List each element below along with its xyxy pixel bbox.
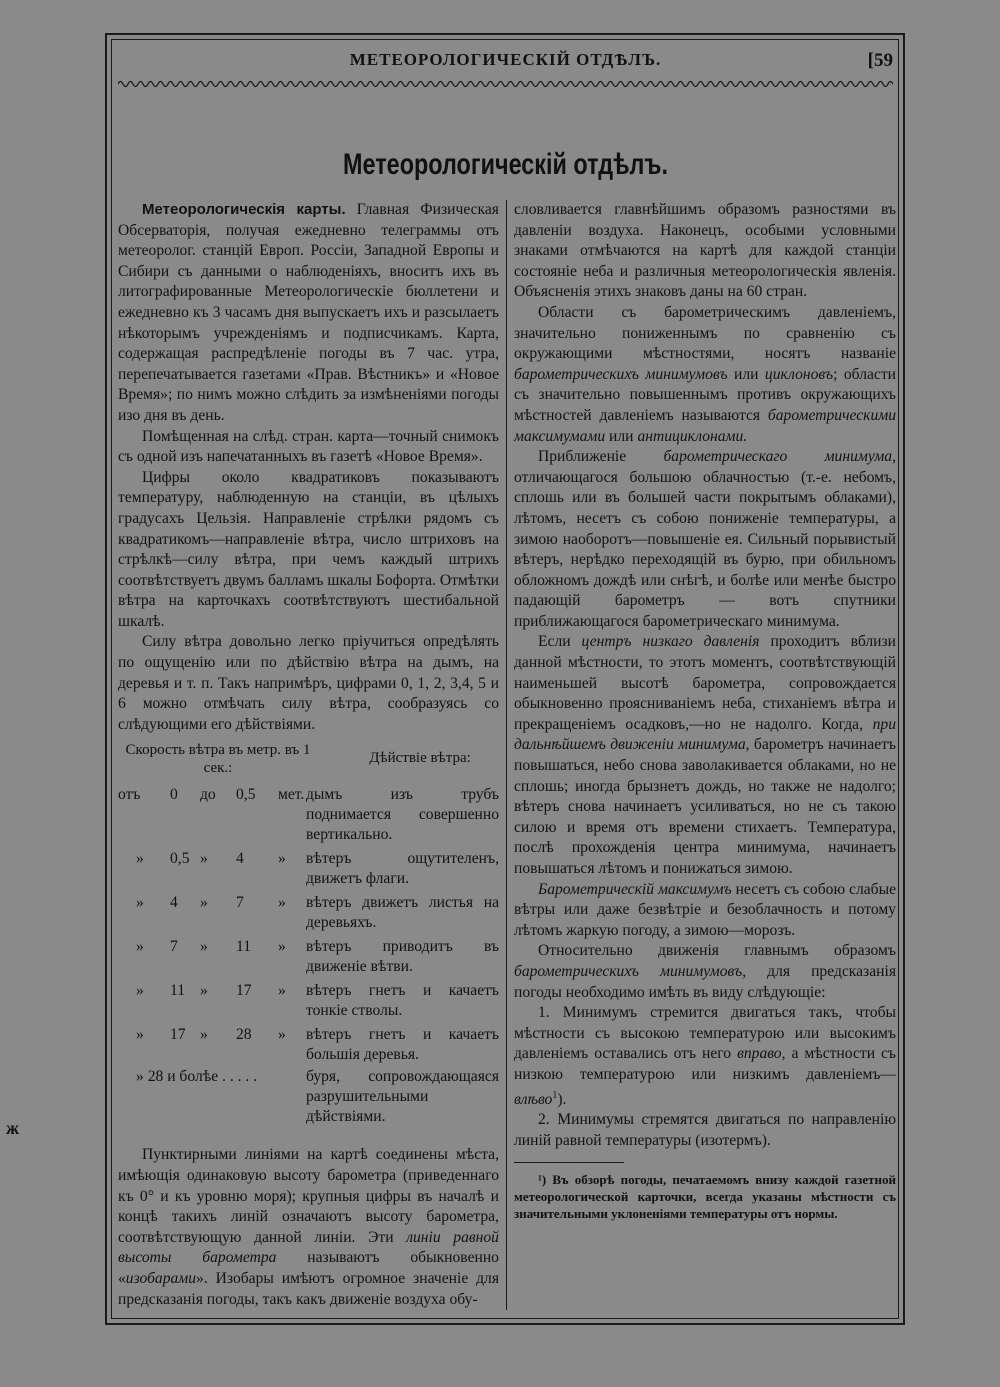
wind-cell: » — [278, 938, 286, 956]
paragraph-rule-2: 2. Минимумы стремятся двигаться по направленію линій равной температуры (изотермъ). — [514, 1111, 896, 1149]
wind-row-desc: вѣтеръ приводитъ въ движеніе вѣтви. — [306, 938, 499, 976]
paragraph-figures: Цифры около квадратиковъ показываютъ температуру, наблюденную на станціи, въ цѣлыхъ градусахъ Цельзія. Направленіе стрѣлки рядомъ съ квадратикомъ—направленіе вѣтра, число штриховъ на стрѣлкѣ—силу вѣтра, при чемъ каждый штрихъ соотвѣтствуетъ двумъ балламъ шкалы Бофорта. Отмѣтки вѣтра на карточкахъ соотвѣтствуютъ шестибальной шкалѣ. — [118, 468, 499, 630]
italic-term: барометрическаго минимума — [663, 448, 893, 466]
text-span: ; области съ значительно повышеннымъ противъ окружающихъ мѣстностей давленіемъ называются — [514, 365, 896, 424]
footnote-rule — [514, 1162, 624, 1163]
italic-term: при дальнѣйшемъ движеніи минимума — [514, 715, 896, 754]
left-column — [118, 200, 499, 1310]
text-span: несетъ съ собою слабые вѣтры или даже безвѣтріе и безоблачность и потому лѣтомъ жаркую погоду, а зимою—морозъ. — [514, 880, 896, 939]
text-span: или — [727, 365, 765, 383]
wind-row-storm — [118, 1067, 499, 1127]
wind-cell: 0,5 — [170, 850, 190, 868]
text-span: Относительно движенія главнымъ образомъ — [538, 942, 896, 960]
wind-cell: » — [278, 1026, 286, 1044]
wind-cell: 17 — [236, 982, 252, 1000]
text-span: Если — [538, 633, 582, 651]
wind-row — [118, 937, 499, 977]
wind-row-desc: вѣтеръ гнетъ и качаетъ тонкіе стволы. — [306, 982, 499, 1020]
wind-cell: » — [136, 894, 144, 912]
paragraph-text: Главная Физическая Обсерваторія, получая ежедневно телеграммы отъ метеоролог. станцій Европ. Россіи, Западной Европы и Сибири съ данными о наблюденіяхъ, вноситъ ихъ въ литографированные Метеорологическіе бюллетени и ежедневно къ 3 часамъ дня выпускаетъ ихъ и разсылаетъ нѣкоторымъ учрежденіямъ и подписчикамъ. Карта, содержащая распредѣленіе погоды въ 7 час. утра, перепечатывается газетами «Прав. Вѣстникъ» и «Новое Время»; по нимъ можно слѣдить за измѣненіями погоды изо дня въ день. — [118, 201, 499, 424]
wind-cell: 17 — [170, 1026, 186, 1044]
wind-cell: » — [278, 894, 286, 912]
italic-term: влѣво — [514, 1090, 553, 1108]
footnote-ref: 1 — [552, 1089, 558, 1101]
running-title: МЕТЕОРОЛОГИЧЕСКІЙ ОТДѢЛЪ. — [349, 50, 662, 69]
text-span: , для предсказанія погоды необходимо имѣть въ виду слѣдующіе: — [514, 962, 896, 1001]
italic-term: антициклонами. — [637, 427, 748, 445]
wind-row — [118, 849, 499, 889]
wind-cell: » — [136, 938, 144, 956]
italic-term: циклоновъ — [764, 365, 834, 383]
italic-term: центръ низкаго давленія — [581, 633, 760, 651]
section-title: Метеорологическій отдѣлъ. — [343, 148, 668, 181]
wind-cell: 11 — [170, 982, 186, 1000]
wind-cell: отъ — [118, 786, 141, 804]
paragraph-rule-1 — [514, 1003, 896, 1110]
wind-cell: » — [200, 1026, 208, 1044]
text-span: проходитъ вблизи данной мѣстности, то этотъ моментъ, соотвѣтствующій наименьшей высотѣ барометра, сопровождается обыкновенно проясниваніемъ неба, стиханіемъ вѣтра и прекращеніемъ осадковъ,—но не надолго. Когда, — [514, 633, 897, 733]
paragraph-isobars — [118, 1145, 499, 1310]
text-span: Пунктирными линіями на картѣ соединены мѣста, имѣющія одинаковую высоту барометра (приведеннаго къ 0° и къ уровню моря); крупныя цифры въ началѣ и концѣ такихъ линій означаютъ высоту барометра, соотвѣтствующую данной линіи. Эти — [118, 1146, 499, 1246]
wind-cell: мет. — [278, 786, 305, 804]
wind-cell: 7 — [236, 894, 244, 912]
wind-cell: » — [200, 982, 208, 1000]
wind-cell: 4 — [170, 894, 178, 912]
italic-term: изобарами — [125, 1270, 197, 1287]
italic-term: барометрическими максимумами — [514, 406, 896, 445]
paragraph-map-copy: Помѣщенная на слѣд. стран. карта—точный снимокъ съ одной изъ напечатанныхъ въ газетѣ «Новое Время». — [118, 427, 499, 466]
wind-cell: 7 — [170, 938, 178, 956]
wind-cell: » — [136, 850, 144, 868]
paragraph-center — [514, 632, 896, 879]
italic-term: вправо — [737, 1045, 782, 1063]
wind-cell: » — [200, 894, 208, 912]
wind-cell: » — [278, 850, 286, 868]
italic-term: барометрическихъ минимумовъ — [514, 962, 743, 980]
footnote: ¹) Въ обзорѣ погоды, печатаемомъ внизу каждой газетной метеорологической карточки, всегда указаны мѣстности съ значительными уклоненіями температуры отъ нормы. — [514, 1171, 896, 1221]
page-number: [59 — [867, 50, 893, 71]
text-span: называютъ обыкновенно « — [118, 1249, 499, 1287]
wind-row-desc: вѣтеръ ощутителенъ, движетъ флаги. — [306, 850, 499, 888]
wavy-rule — [118, 78, 893, 90]
wind-row-desc: вѣтеръ движетъ листья на деревьяхъ. — [306, 894, 499, 932]
paragraph-lead: Метеорологическія карты. — [142, 201, 346, 218]
wind-cell: 0 — [170, 786, 178, 804]
wind-table-header — [118, 741, 499, 785]
text-span: , а мѣстности съ низкою температурою или низкимъ давленіемъ— — [514, 1045, 896, 1083]
text-span: Приближеніе — [538, 448, 664, 466]
paragraph-continuation: словливается главнѣйшимъ образомъ разностями въ давленіи воздуха. Наконецъ, особыми условными знаками отмѣчаются на картѣ для каждой станціи состояніе неба и различныя метеорологическія явленія. Объясненія этихъ знаковъ даны на 60 стран. — [514, 201, 896, 301]
running-head — [118, 50, 893, 76]
margin-mark: ж — [6, 1118, 20, 1138]
text-span: или — [605, 427, 638, 445]
wind-cell: 11 — [236, 938, 252, 956]
right-column — [514, 200, 896, 1222]
italic-term: Барометрическій максимумъ — [538, 880, 732, 898]
italic-term: линіи равной высоты барометра — [118, 1228, 499, 1267]
wind-row-desc: дымъ изъ трубъ поднимается совершенно вертикально. — [306, 786, 499, 844]
text-span: ». Изобары имѣютъ огромное значеніе для предсказанія погоды, такъ какъ движеніе воздуха обу- — [118, 1270, 499, 1308]
wind-cell: 4 — [236, 850, 244, 868]
paragraph-wind-force: Силу вѣтра довольно легко пріучиться опредѣлять по ощущенію или по дѣйствію вѣтра на дымъ, на деревья и т. п. Такъ напримѣръ, цифрами 0, 1, 2, 3,4, 5 и 6 можно отмѣчать силу вѣтра, сообразуясь со слѣдующими его дѣйствіями. — [118, 633, 499, 733]
wind-speed-header: Скорость вѣтра въ метр. въ 1 сек.: — [125, 742, 311, 777]
wind-row — [118, 1025, 499, 1065]
wind-row-desc: вѣтеръ гнетъ и качаетъ большія деревья. — [306, 1026, 499, 1064]
wind-cell: 28 — [236, 1026, 252, 1044]
text-span: , барометръ начинаетъ повышаться, небо снова заволакивается облаками, но не сплошь; иногда брызнетъ дождь, но также не надолго; вѣтеръ снова начинаетъ усиливаться, но не съ такою силою и время отъ времени стихаетъ. Температура, послѣ прохожденія центра минимума, начинаетъ повышаться лѣтомъ и понижаться зимою. — [514, 736, 896, 877]
wind-action-header: Дѣйствіе вѣтра: — [369, 750, 471, 767]
wind-cell: до — [200, 786, 216, 804]
wind-cell: » — [278, 982, 286, 1000]
wind-table — [118, 785, 499, 1065]
paragraph-movement — [514, 941, 896, 1003]
paragraph-maps — [118, 200, 499, 427]
text-span: ). — [557, 1090, 567, 1108]
text-span: , отличающагося большою облачностью (т.-е. небомъ, сплошь или въ большей части покрытымъ облаками), лѣтомъ, несетъ съ собою пониженіе температуры, а зимою наоборотъ—повышеніе ея. Сильный порывистый вѣтеръ, нерѣдко переходящій въ бурю, при обильномъ обложномъ дождѣ или снѣгѣ, и болѣе или менѣе быстро падающій барометръ — вотъ спутники приближающагося барометрическаго минимума. — [514, 448, 897, 630]
column-divider — [506, 200, 507, 1310]
wind-cell: » — [200, 850, 208, 868]
text-span: 1. Минимумъ стремится двигаться такъ, чтобы мѣстности съ высокою температурою или высокимъ давленіемъ оставались отъ него — [514, 1004, 896, 1063]
text-span: Области съ барометрическимъ давленіемъ, значительно пониженнымъ по сравненію съ окружающими мѣстностями, носятъ названіе — [514, 303, 896, 363]
wind-cell: » — [200, 938, 208, 956]
wind-cell: » — [136, 1026, 144, 1044]
paragraph-approach — [514, 447, 896, 632]
paragraph-cyclones — [514, 303, 896, 447]
italic-term: барометрическихъ минимумовъ — [514, 365, 728, 383]
wind-row — [118, 981, 499, 1021]
wind-row — [118, 785, 499, 845]
wind-row-desc: буря, сопровождающаяся разрушительными дѣйствіями. — [306, 1068, 499, 1126]
wind-cell: 0,5 — [236, 786, 256, 804]
paragraph-maximum — [514, 880, 896, 942]
wind-row-last-range: » 28 и болѣе . . . . . — [136, 1068, 258, 1086]
wind-row — [118, 893, 499, 933]
wind-cell: » — [136, 982, 144, 1000]
